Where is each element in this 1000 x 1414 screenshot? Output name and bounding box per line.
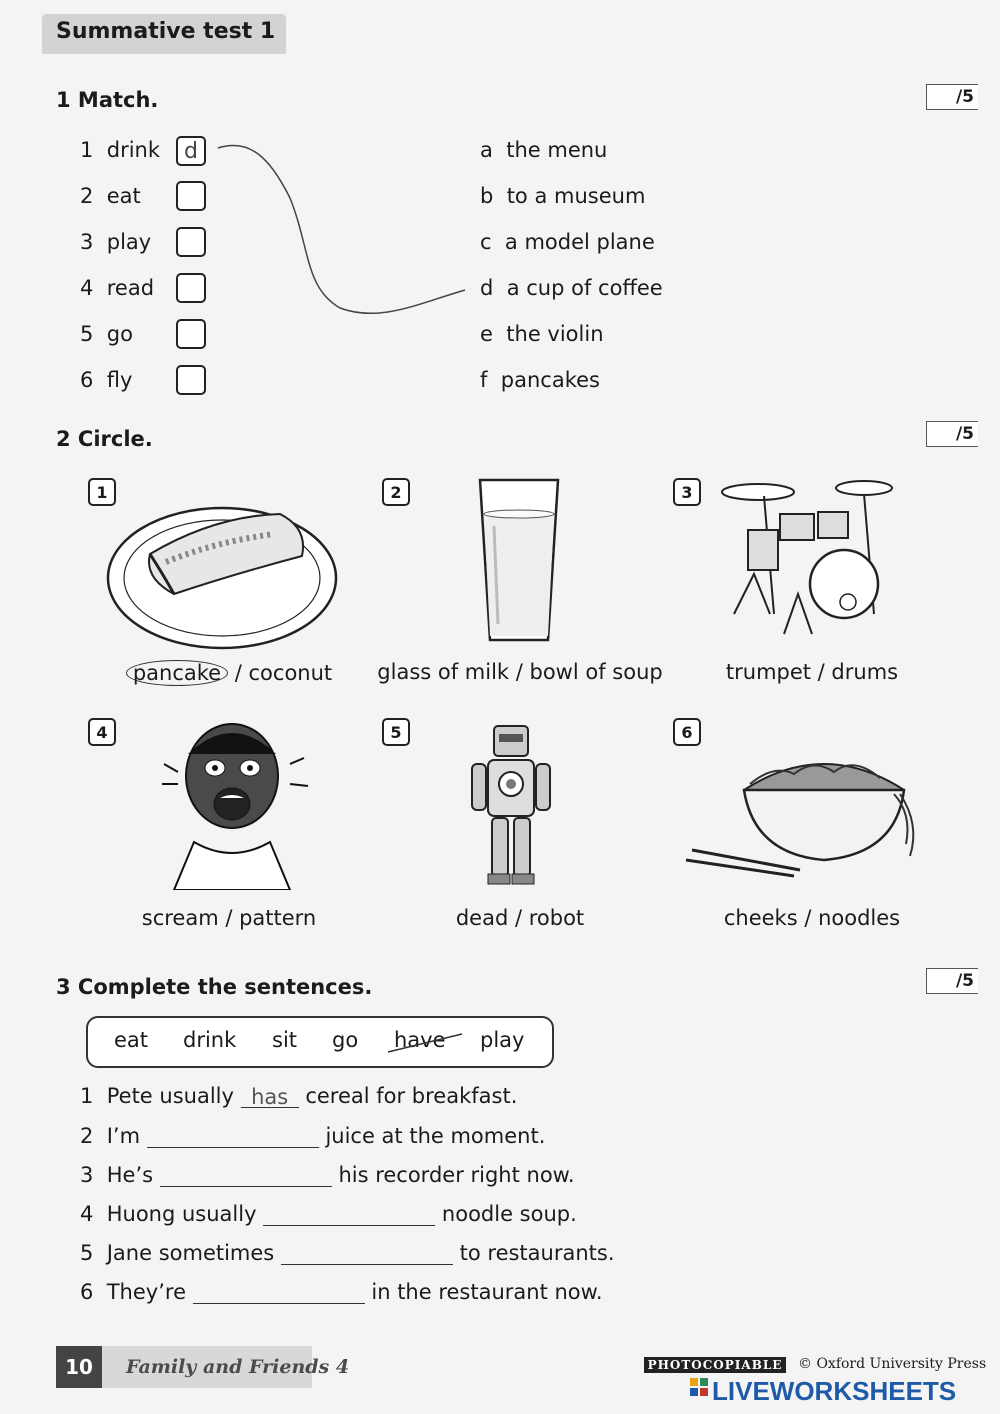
- match-answer-box-6[interactable]: [176, 365, 206, 395]
- option-b[interactable]: coconut: [248, 661, 333, 685]
- picture-number-2: 2: [382, 478, 410, 506]
- picture-caption-4: scream / pattern: [141, 906, 317, 930]
- match-option-d: d a cup of coffee: [480, 276, 663, 300]
- match-option-c: c a model plane: [480, 230, 655, 254]
- match-item-3: 3 play: [80, 230, 152, 254]
- sentence-1-blank[interactable]: has: [241, 1085, 299, 1108]
- robot-illustration: [466, 720, 556, 890]
- picture-caption-1: pancake / coconut: [114, 660, 344, 686]
- sentence-3: 3 He’s his recorder right now.: [80, 1163, 575, 1187]
- match-line: [210, 138, 480, 328]
- sentence-3-blank[interactable]: [160, 1164, 332, 1187]
- match-option-f: f pancakes: [480, 368, 600, 392]
- match-item-5: 5 go: [80, 322, 133, 346]
- match-answer-box-2[interactable]: [176, 181, 206, 211]
- section-1-heading: 1 Match.: [56, 88, 159, 112]
- sentence-1: 1 Pete usually has cereal for breakfast.: [80, 1084, 518, 1109]
- picture-number-4: 4: [88, 718, 116, 746]
- section-3-heading: 3 Complete the sentences.: [56, 975, 373, 999]
- match-option-a: a the menu: [480, 138, 608, 162]
- picture-number-1: 1: [88, 478, 116, 506]
- section-2-score: /5: [926, 421, 978, 447]
- drum-kit-illustration: [714, 474, 894, 644]
- picture-number-3: 3: [673, 478, 701, 506]
- word-bank-item-go: go: [332, 1028, 359, 1052]
- word-bank-item-sit: sit: [272, 1028, 298, 1052]
- sentence-4-blank[interactable]: [263, 1203, 435, 1226]
- match-answer-box-4[interactable]: [176, 273, 206, 303]
- publisher-credit: © Oxford University Press: [798, 1356, 987, 1372]
- sentence-2: 2 I’m juice at the moment.: [80, 1124, 546, 1148]
- word-bank-item-have: have: [394, 1028, 446, 1052]
- picture-caption-3: trumpet / drums: [725, 660, 899, 684]
- sentence-5-blank[interactable]: [281, 1242, 453, 1265]
- picture-number-5: 5: [382, 718, 410, 746]
- match-item-2: 2 eat: [80, 184, 141, 208]
- word-bank-item-play: play: [480, 1028, 525, 1052]
- picture-caption-2: glass of milk / bowl of soup: [377, 660, 663, 684]
- sentence-5: 5 Jane sometimes to restaurants.: [80, 1241, 615, 1265]
- bowl-of-noodles-illustration: [684, 744, 924, 884]
- match-item-4: 4 read: [80, 276, 155, 300]
- photocopiable-label: PHOTOCOPIABLE: [644, 1357, 786, 1373]
- word-bank-item-eat: eat: [114, 1028, 149, 1052]
- match-answer-box-5[interactable]: [176, 319, 206, 349]
- pancake-illustration: [104, 494, 340, 660]
- match-item-6: 6 fly: [80, 368, 133, 392]
- screaming-boy-illustration: [160, 714, 310, 890]
- match-item-1: 1 drink: [80, 138, 161, 162]
- strikethrough-mark: [386, 1030, 466, 1056]
- section-2-heading: 2 Circle.: [56, 427, 153, 451]
- circled-answer[interactable]: pancake: [126, 660, 228, 686]
- picture-caption-6: cheeks / noodles: [723, 906, 901, 930]
- section-3-score: /5: [926, 968, 978, 994]
- liveworksheets-logo-icon: [690, 1378, 708, 1404]
- match-option-b: b to a museum: [480, 184, 646, 208]
- book-title: Family and Friends 4: [126, 1356, 350, 1378]
- sentence-2-blank[interactable]: [147, 1125, 319, 1148]
- match-answer-box-1[interactable]: d: [176, 136, 206, 166]
- picture-caption-5: dead / robot: [455, 906, 585, 930]
- glass-of-milk-illustration: [474, 474, 564, 648]
- page-number: 10: [56, 1346, 102, 1388]
- page-title: Summative test 1: [56, 19, 276, 44]
- match-option-e: e the violin: [480, 322, 604, 346]
- sentence-4: 4 Huong usually noodle soup.: [80, 1202, 577, 1226]
- word-bank-item-drink: drink: [183, 1028, 237, 1052]
- liveworksheets-watermark[interactable]: LIVEWORKSHEETS: [712, 1376, 957, 1406]
- picture-number-6: 6: [673, 718, 701, 746]
- sentence-6: 6 They’re in the restaurant now.: [80, 1280, 603, 1304]
- section-1-score: /5: [926, 84, 978, 110]
- match-answer-box-3[interactable]: [176, 227, 206, 257]
- sentence-6-blank[interactable]: [193, 1281, 365, 1304]
